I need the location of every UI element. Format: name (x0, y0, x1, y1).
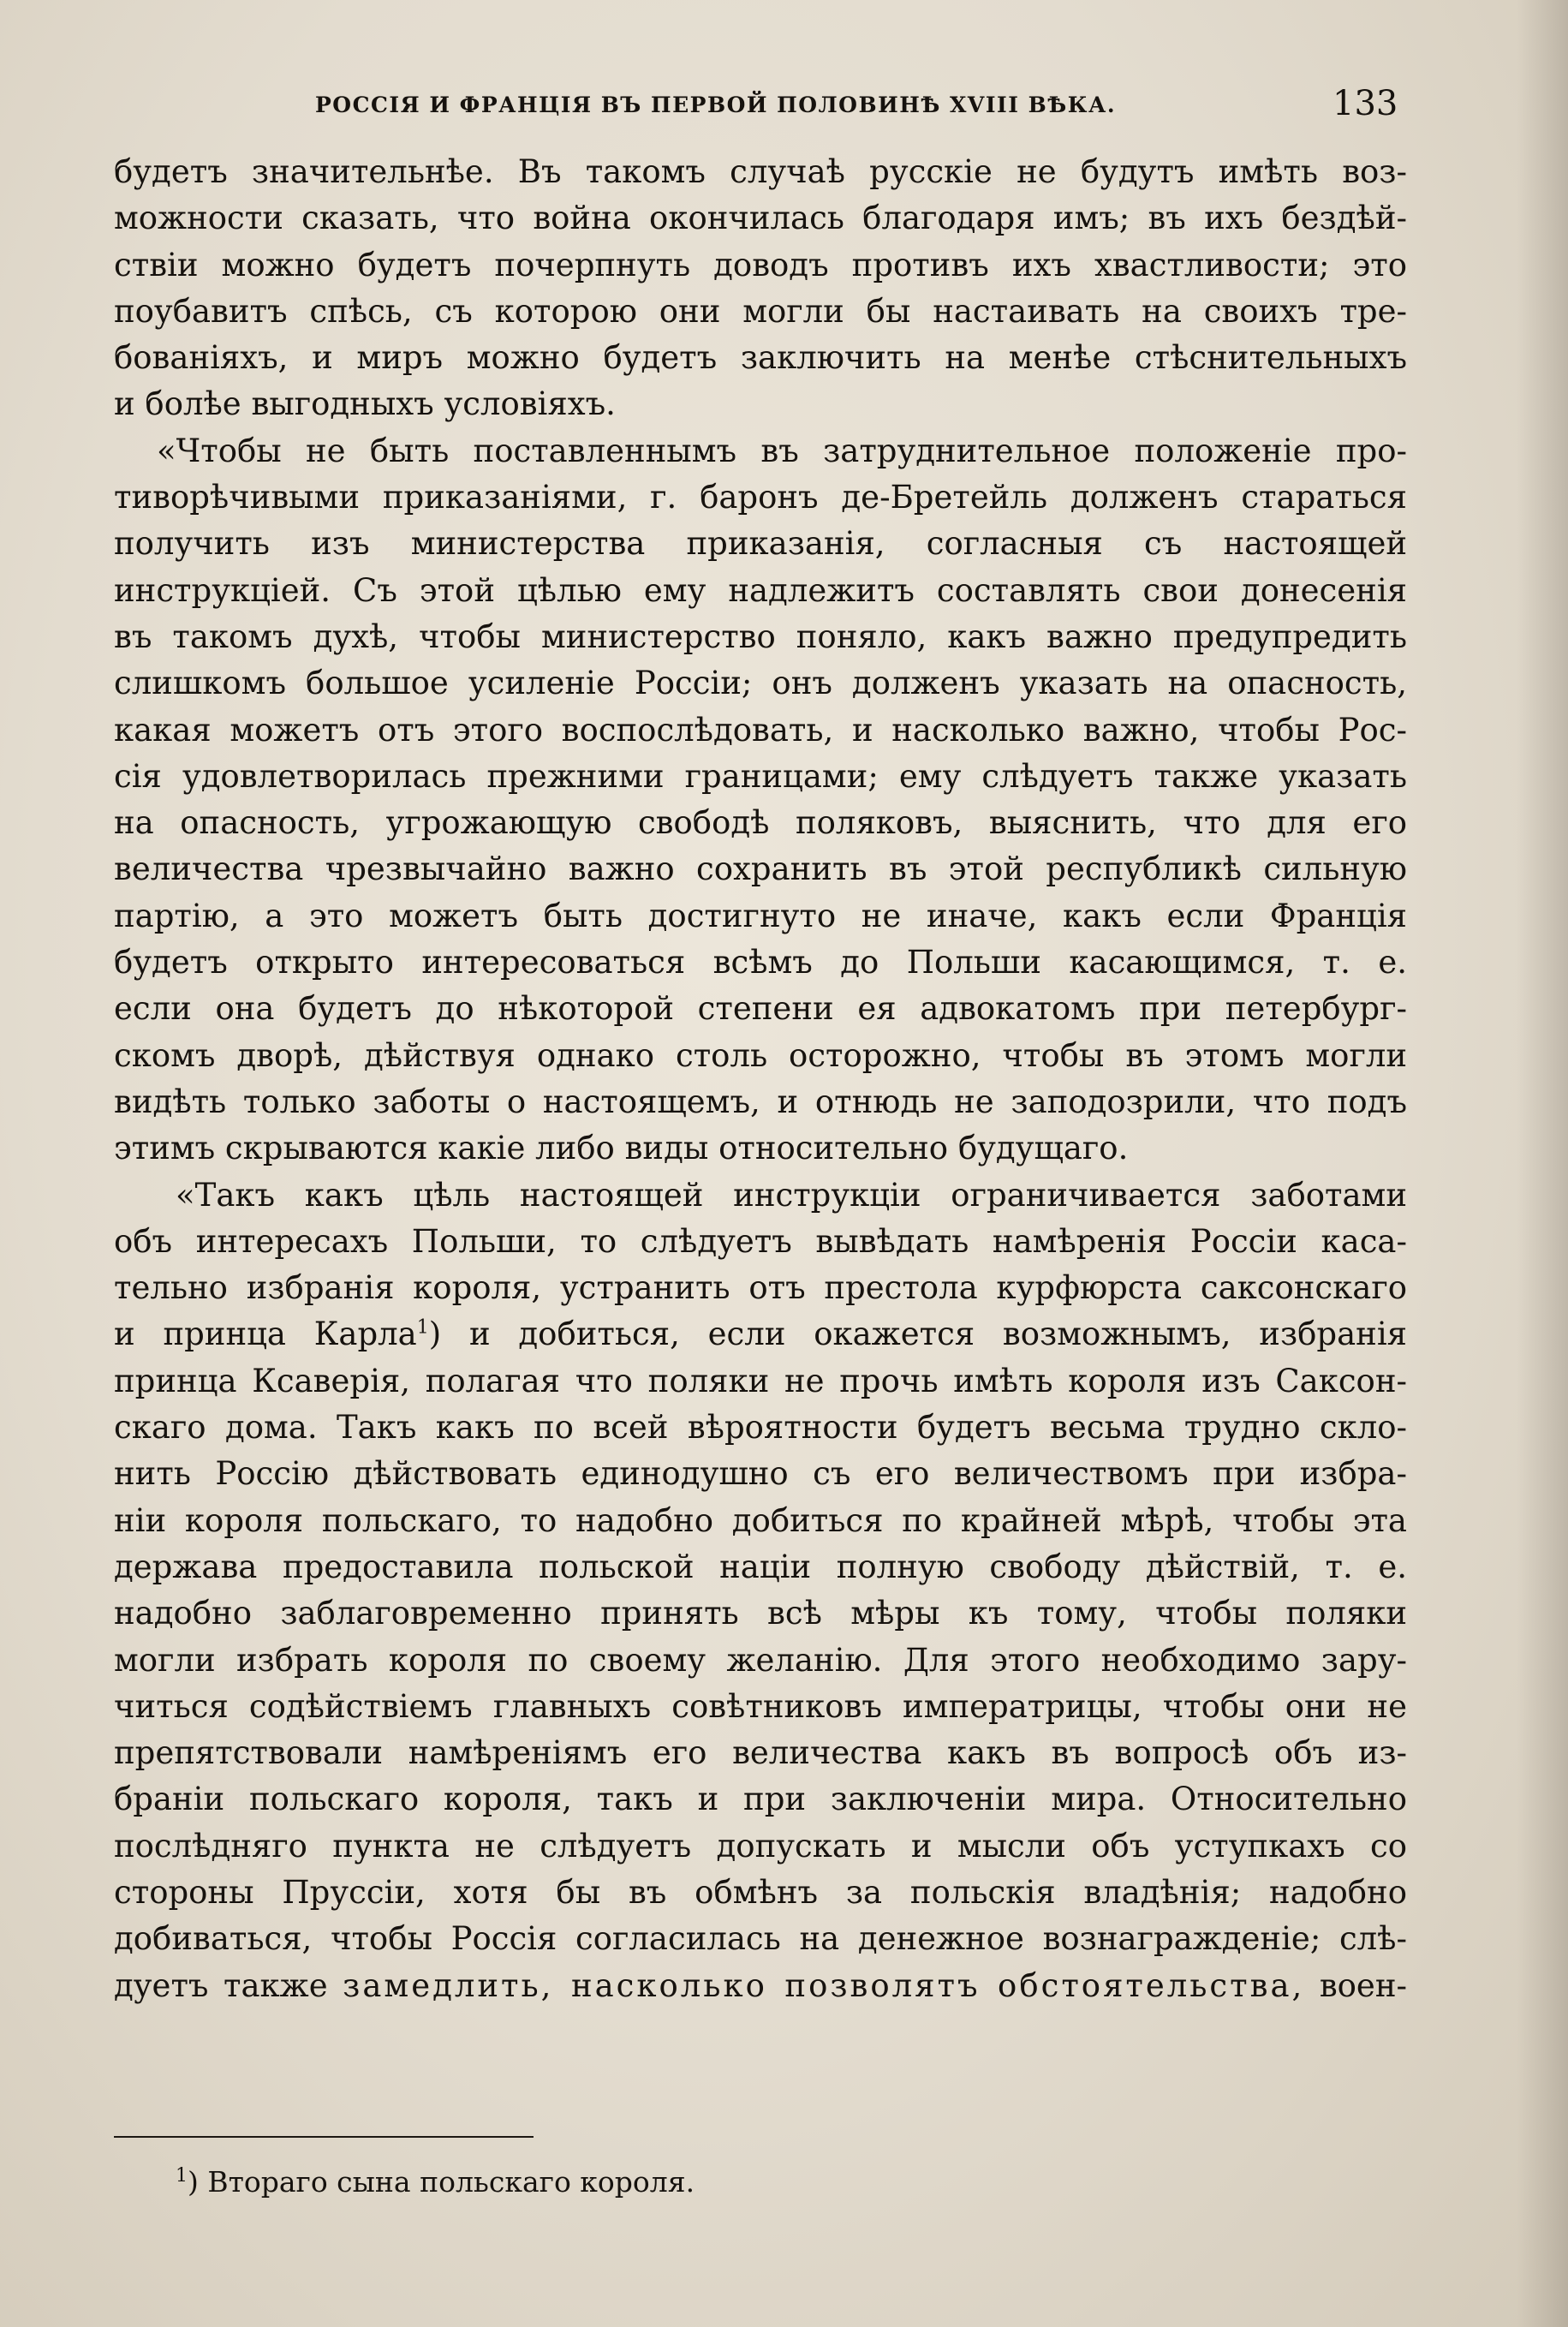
body-text (114, 149, 1407, 2009)
text-line: могли избрать короля по своему желанію. Для этого необходимо зару- (114, 1641, 1407, 1679)
text-line: будетъ значительнѣе. Въ такомъ случаѣ русскіе не будутъ имѣть воз- (114, 153, 1407, 190)
text-line: «Чтобы не быть поставленнымъ въ затруднительное положеніе про- (157, 432, 1407, 469)
page-edge-shadow (1517, 0, 1568, 2327)
text-line: ствіи можно будетъ почерпнуть доводъ противъ ихъ хвастливости; это (114, 246, 1407, 283)
running-head (0, 84, 1568, 135)
text-line: въ такомъ духѣ, чтобы министерство поняло, какъ важно предупредить (114, 618, 1407, 655)
text-line: на опасность, угрожающую свободѣ поляковъ, выяснить, что для его (114, 804, 1407, 842)
page-number: 133 (1333, 84, 1398, 123)
text-line: добиваться, чтобы Россія согласилась на денежное вознагражденіе; слѣ- (114, 1920, 1407, 1958)
text-line: будетъ открыто интересоваться всѣмъ до Польши касающимся, т. е. (114, 944, 1407, 982)
text-line: нить Россію дѣйствовать единодушно съ его величествомъ при избра- (114, 1455, 1407, 1493)
text-line: бованіяхъ, и миръ можно будетъ заключить на менѣе стѣснительныхъ (114, 339, 1407, 377)
text-line: «Такъ какъ цѣль настоящей инструкціи ограничивается заботами (176, 1176, 1407, 1214)
text-line: послѣдняго пункта не слѣдуетъ допускать и мысли объ уступкахъ со (114, 1827, 1407, 1865)
text-line: тельно избранія короля, устранить отъ престола курфюрста саксонскаго (114, 1269, 1407, 1307)
text-span: и принца Карла (114, 1316, 417, 1353)
text-line: тиворѣчивыми приказаніями, г. баронъ де-Бретейль долженъ стараться (114, 479, 1407, 516)
footnote-ref: 1 (416, 1317, 429, 1340)
text-line: объ интересахъ Польши, то слѣдуетъ вывѣдать намѣренія Россіи каса- (114, 1222, 1407, 1260)
text-line: инструкціей. Съ этой цѣлью ему надлежитъ составлять свои донесенія (114, 571, 1407, 609)
text-line: поубавитъ спѣсь, съ которою они могли бы настаивать на своихъ тре- (114, 292, 1407, 330)
footnote-marker: 1 (176, 2165, 188, 2187)
text-line: скаго дома. Такъ какъ по всей вѣроятности будетъ весьма трудно скло- (114, 1409, 1407, 1447)
text-span: ) и добиться, если окажется возможнымъ, избранія (428, 1316, 1407, 1353)
spaced-text: замедлить, насколько позволятъ обстоятельства, (343, 1966, 1305, 2004)
text-line: надобно заблаговременно принять всѣ мѣры къ тому, чтобы поляки (114, 1595, 1407, 1632)
text-line: слишкомъ большое усиленіе Россіи; онъ долженъ указать на опасность, (114, 665, 1407, 702)
footnote-divider (114, 2136, 534, 2138)
text-line: держава предоставила польской націи полную свободу дѣйствій, т. е. (114, 1548, 1407, 1585)
text-line: браніи польскаго короля, такъ и при заключеніи мира. Относительно (114, 1781, 1407, 1818)
text-span: воен- (1319, 1966, 1407, 2004)
text-line: этимъ скрываются какіе либо виды относительно будущаго. (114, 1130, 1129, 1167)
footnote-text: ) Втораго сына польскаго короля. (188, 2165, 695, 2199)
text-line: получить изъ министерства приказанія, согласныя съ настоящей (114, 525, 1407, 563)
text-line: если она будетъ до нѣкоторой степени ея адвокатомъ при петербург- (114, 990, 1407, 1028)
text-line: скомъ дворѣ, дѣйствуя однако столь осторожно, чтобы въ этомъ могли (114, 1036, 1407, 1074)
text-line: принца Ксаверія, полагая что поляки не прочь имѣть короля изъ Саксон- (114, 1362, 1407, 1399)
text-line: ніи короля польскаго, то надобно добиться по крайней мѣрѣ, чтобы эта (114, 1501, 1407, 1539)
text-span: дуетъ также (114, 1966, 328, 2004)
text-line: читься содѣйствіемъ главныхъ совѣтниковъ императрицы, чтобы они не (114, 1687, 1407, 1725)
text-line: сія удовлетворилась прежними границами; ему слѣдуетъ также указать (114, 757, 1407, 795)
text-line: видѣть только заботы о настоящемъ, и отнюдь не заподозрили, что подъ (114, 1083, 1407, 1120)
running-title: РОССІЯ И ФРАНЦІЯ ВЪ ПЕРВОЙ ПОЛОВИНѢ XVIII ВѢКА. (315, 92, 1117, 117)
text-line: какая можетъ отъ этого воспослѣдовать, и насколько важно, чтобы Рос- (114, 711, 1407, 749)
text-line: величества чрезвычайно важно сохранить въ этой республикѣ сильную (114, 850, 1407, 888)
text-line: стороны Пруссіи, хотя бы въ обмѣнъ за польскія владѣнія; надобно (114, 1873, 1407, 1911)
text-line: можности сказать, что война окончилась благодаря имъ; въ ихъ бездѣй- (114, 200, 1407, 237)
text-line: партію, а это можетъ быть достигнуто не иначе, какъ если Франція (114, 897, 1407, 934)
text-line: препятствовали намѣреніямъ его величества какъ въ вопросѣ объ из- (114, 1734, 1407, 1772)
footnote (176, 2162, 695, 2203)
text-line (114, 1311, 1407, 1357)
text-line (114, 1963, 1407, 2009)
text-line: и болѣе выгодныхъ условіяхъ. (114, 385, 616, 423)
